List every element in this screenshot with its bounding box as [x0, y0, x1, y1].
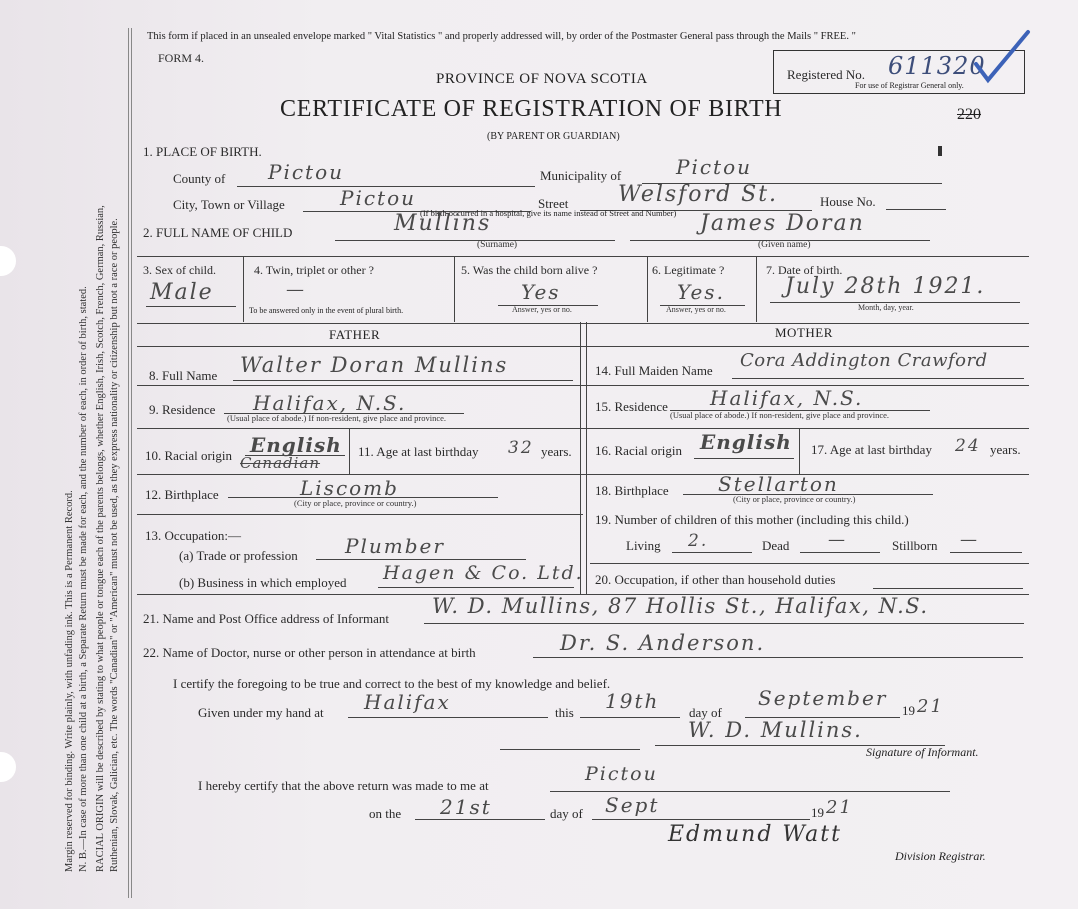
legitimate-note: Answer, yes or no.: [666, 305, 726, 314]
father-age-value: 32: [508, 438, 534, 458]
legitimate-value: Yes.: [677, 280, 725, 304]
binding-hole-bottom: [0, 752, 16, 782]
house-line: [886, 209, 946, 210]
given-caption: (Given name): [758, 240, 811, 250]
given-year-prefix: 19: [902, 703, 915, 718]
child-surname: Mullins: [394, 211, 492, 236]
row-rule-10: [137, 474, 1029, 475]
born-alive-note: Answer, yes or no.: [512, 305, 572, 314]
twin-note: To be answered only in the event of plural birth.: [249, 306, 404, 315]
ink-mark: [938, 146, 942, 156]
father-name-value: Walter Doran Mullins: [240, 353, 509, 377]
registrar-year-value: 21: [826, 797, 853, 818]
city-label: City, Town or Village: [173, 197, 285, 212]
mother-occupation-line: [873, 588, 1023, 589]
father-birthplace-value: Liscomb: [300, 476, 399, 500]
father-birthplace-label: 12. Birthplace: [145, 487, 219, 502]
corner-mark: 220: [957, 106, 981, 123]
mother-racial-value: English: [700, 430, 792, 454]
divider-5-6: [647, 256, 648, 322]
stillborn-line: [950, 552, 1022, 553]
mother-name-label: 14. Full Maiden Name: [595, 363, 713, 378]
living-label: Living: [626, 538, 661, 553]
side-note-binding: Margin reserved for binding. Write plainly, with unfading ink. This is a Permanent Record.: [64, 490, 75, 872]
divider-4-5: [454, 256, 455, 322]
father-racial-line: [245, 455, 345, 456]
father-business-label: (b) Business in which employed: [179, 575, 347, 590]
dead-line: [800, 552, 880, 553]
father-occupation-label: 13. Occupation:—: [145, 528, 242, 543]
child-name-label: 2. FULL NAME OF CHILD: [143, 225, 293, 240]
mother-birthplace-label: 18. Birthplace: [595, 483, 669, 498]
registrar-day-value: 21st: [440, 795, 492, 819]
father-business-line: [378, 587, 574, 588]
mother-residence-value: Halifax, N.S.: [710, 386, 864, 410]
child-given-name: James Doran: [700, 211, 865, 236]
side-note-racial-terms: Ruthenian, Slovak, Galician, etc. The words "Canadian" or "American" must not be used, as they express nationality or citizenship but not a race or people.: [109, 218, 120, 872]
city-value: Pictou: [340, 186, 417, 210]
stillborn-value: —: [960, 530, 979, 550]
father-business-value: Hagen & Co. Ltd.: [383, 562, 584, 584]
registrar-place-line: [550, 791, 950, 792]
father-trade-line: [316, 559, 526, 560]
mother-age-label: 17. Age at last birthday: [811, 442, 932, 457]
stillborn-label: Stillborn: [892, 538, 938, 553]
divider-6-7: [756, 256, 757, 322]
street-value: Welsford St.: [618, 182, 779, 207]
doctor-label: 22. Name of Doctor, nurse or other person in attendance at birth: [143, 645, 476, 660]
mother-residence-note: (Usual place of abode.) If non-resident, give place and province.: [670, 410, 890, 420]
father-name-line: [233, 380, 573, 381]
mother-racial-divider: [799, 428, 800, 474]
given-year-value: 21: [917, 696, 944, 717]
binding-hole-top: [0, 246, 16, 276]
surname-caption: (Surname): [477, 240, 518, 250]
date-of-birth-note: Month, day, year.: [858, 303, 914, 312]
twin-value: —: [286, 279, 306, 300]
given-dayof-label: day of: [689, 705, 722, 720]
checkmark-icon: [970, 28, 1032, 88]
mother-occupation-label: 20. Occupation, if other than household duties: [595, 572, 836, 587]
mother-birthplace-value: Stellarton: [718, 472, 839, 496]
sex-label: 3. Sex of child.: [143, 263, 216, 277]
place-of-birth-label: 1. PLACE OF BIRTH.: [143, 144, 262, 159]
registrar-caption: Division Registrar.: [895, 849, 986, 863]
mother-heading: MOTHER: [775, 325, 833, 340]
given-day-value: 19th: [605, 689, 660, 713]
informant-signature: W. D. Mullins.: [688, 718, 863, 742]
parents-divider-1: [580, 322, 581, 594]
living-value: 2.: [688, 531, 709, 551]
dead-value: —: [828, 530, 847, 550]
twin-label: 4. Twin, triplet or other ?: [254, 263, 374, 277]
registrar-on-label: on the: [369, 806, 402, 821]
father-birthplace-note: (City or place, province or country.): [294, 498, 417, 508]
father-heading: FATHER: [329, 327, 381, 342]
given-place-value: Halifax: [364, 690, 451, 714]
margin-line-1: [128, 28, 129, 898]
parents-divider-2: [586, 322, 587, 594]
form-number: FORM 4.: [158, 51, 205, 65]
certificate-title: CERTIFICATE OF REGISTRATION OF BIRTH: [280, 96, 783, 122]
sex-value: Male: [150, 280, 214, 305]
street-label: Street: [538, 196, 569, 211]
father-trade-label: (a) Trade or profession: [179, 548, 298, 563]
born-alive-value: Yes: [521, 280, 561, 304]
registrar-place-value: Pictou: [585, 763, 658, 785]
surname-line: [335, 240, 615, 241]
sex-line: [146, 306, 236, 307]
given-day-line: [580, 717, 680, 718]
mother-racial-label: 16. Racial origin: [595, 443, 683, 458]
province-heading: PROVINCE OF NOVA SCOTIA: [436, 71, 648, 87]
father-racial-struck: Canadian: [240, 454, 321, 472]
informant-label: 21. Name and Post Office address of Informant: [143, 611, 389, 626]
row-rule-12: [137, 514, 583, 515]
dead-label: Dead: [762, 538, 790, 553]
mother-age-value: 24: [955, 436, 981, 456]
mother-name-value: Cora Addington Crawford: [740, 350, 988, 371]
date-of-birth-value: July 28th 1921.: [785, 274, 986, 299]
mail-instruction: This form if placed in an unsealed envelope marked " Vital Statistics " and properly addressed will, by order of the Postmaster General pass through the Mails " FREE. ": [147, 31, 856, 42]
registered-label: Registered No.: [787, 67, 865, 82]
separator-rule: [500, 749, 640, 750]
heading-rule: [137, 346, 1029, 347]
registrar-dayof-label: day of: [550, 806, 583, 821]
registrar-year-prefix: 19: [811, 805, 824, 820]
row-rule-8: [137, 385, 1029, 386]
father-residence-note: (Usual place of abode.) If non-resident, give place and province.: [227, 413, 447, 423]
mother-age-unit: years.: [990, 442, 1021, 457]
father-name-label: 8. Full Name: [149, 368, 218, 383]
registrar-month-value: Sept: [605, 793, 660, 817]
this-label: this: [555, 705, 574, 720]
date-of-birth-label: 7. Date of birth.: [766, 263, 843, 277]
father-residence-label: 9. Residence: [149, 402, 216, 417]
given-month-value: September: [758, 686, 888, 710]
mother-residence-label: 15. Residence: [595, 399, 668, 414]
registrar-signature: Edmund Watt: [668, 822, 842, 847]
mother-children-label: 19. Number of children of this mother (including this child.): [595, 512, 909, 527]
father-age-label: 11. Age at last birthday: [358, 444, 479, 459]
living-line: [672, 552, 752, 553]
doctor-line: [533, 657, 1023, 658]
margin-line-2: [131, 28, 132, 898]
municipality-value: Pictou: [676, 155, 753, 179]
legitimate-label: 6. Legitimate ?: [652, 263, 725, 277]
father-racial-label: 10. Racial origin: [145, 448, 233, 463]
father-racial-value: English: [250, 433, 342, 457]
certificate-subtitle: (BY PARENT OR GUARDIAN): [487, 131, 620, 142]
father-residence-value: Halifax, N.S.: [253, 391, 407, 415]
given-under-label: Given under my hand at: [198, 705, 324, 720]
hospital-note: (If birth occurred in a hospital, give its name instead of Street and Number): [420, 208, 677, 218]
municipality-label: Municipality of: [540, 168, 622, 183]
row-rule-19: [590, 563, 1029, 564]
county-value: Pictou: [268, 160, 345, 184]
informant-value: W. D. Mullins, 87 Hollis St., Halifax, N.S.: [432, 594, 929, 618]
given-place-line: [348, 717, 548, 718]
father-age-unit: years.: [541, 444, 572, 459]
mother-name-line: [732, 378, 1024, 379]
doctor-value: Dr. S. Anderson.: [560, 631, 766, 655]
mother-birthplace-note: (City or place, province or country.): [733, 494, 856, 504]
registrar-month-line: [592, 819, 810, 820]
row-rule-9: [137, 428, 1029, 429]
house-number-label: House No.: [820, 194, 876, 209]
father-trade-value: Plumber: [345, 534, 445, 558]
registrar-day-line: [415, 819, 545, 820]
side-note-multiple-births: N. B.—In case of more than one child at a birth, a Separate Return must be made for each, and the number of each, in order of birth, stated.: [78, 286, 89, 872]
registrar-use-note: For use of Registrar General only.: [855, 81, 964, 90]
county-label: County of: [173, 171, 226, 186]
father-racial-divider: [349, 428, 350, 474]
divider-3-4: [243, 256, 244, 322]
side-note-racial-origin: RACIAL ORIGIN will be described by stating to what people or tongue each of the parents belongs, whether English, Irish, Scotch, French, German, Russian,: [95, 205, 106, 872]
registrar-statement: I hereby certify that the above return was made to me at: [198, 778, 489, 793]
born-alive-label: 5. Was the child born alive ?: [461, 263, 598, 277]
informant-signature-caption: Signature of Informant.: [866, 745, 979, 759]
informant-line: [424, 623, 1024, 624]
certification-statement: I certify the foregoing to be true and correct to the best of my knowledge and belief.: [173, 676, 611, 691]
registered-number: 611320: [888, 52, 986, 80]
mother-racial-line: [694, 458, 794, 459]
